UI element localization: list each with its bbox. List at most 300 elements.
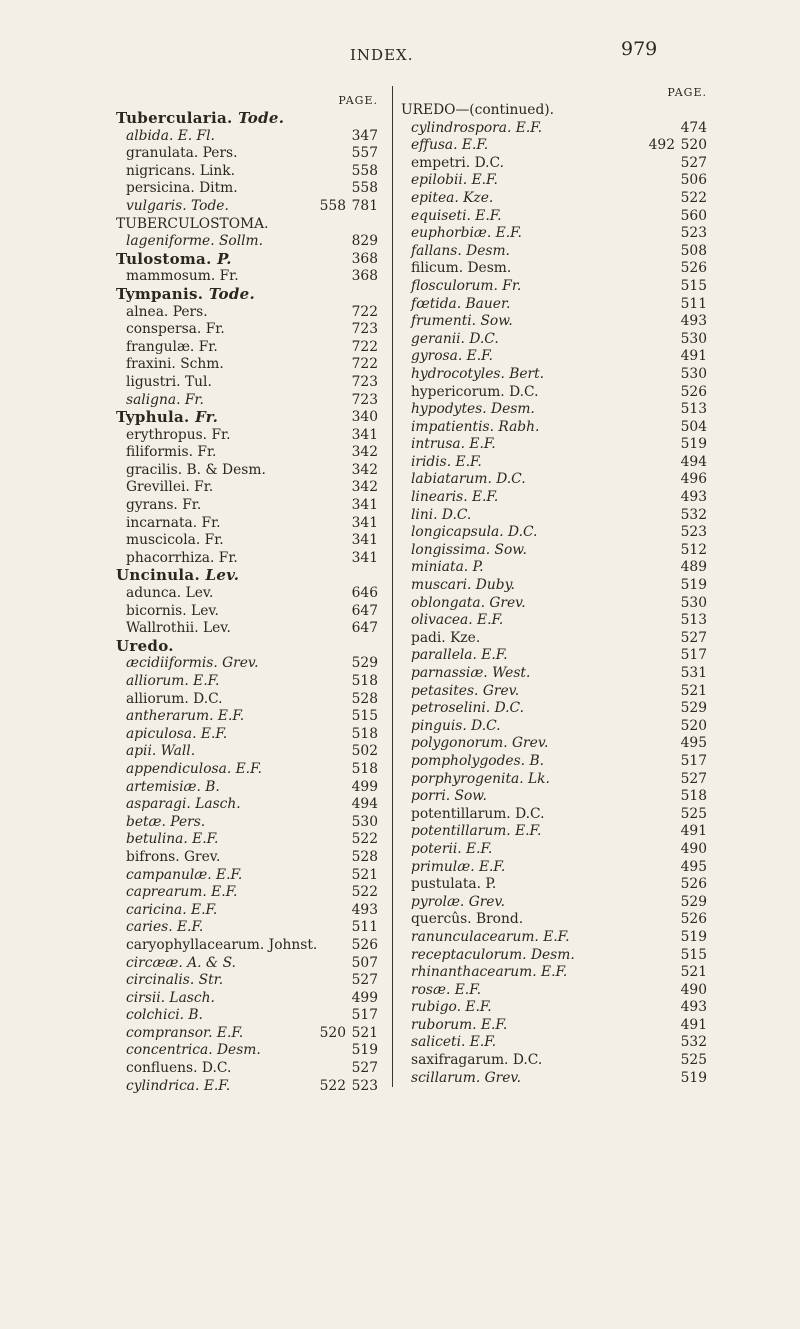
entry-page: 341 bbox=[351, 514, 378, 531]
genus-name bbox=[116, 251, 232, 269]
entry-page: 504 bbox=[680, 418, 707, 435]
entry-authority: E. Fl. bbox=[177, 127, 215, 144]
entry-name: potentillarum. bbox=[411, 823, 511, 840]
entry-authority: Fr. bbox=[182, 497, 202, 514]
index-entry bbox=[116, 937, 378, 955]
index-entry bbox=[401, 1034, 707, 1052]
entry-page: 529 bbox=[680, 893, 707, 910]
entry-page: 493 bbox=[680, 999, 707, 1016]
entry-name: euphorbiæ. bbox=[411, 225, 492, 242]
index-entry bbox=[116, 638, 378, 656]
index-entry bbox=[116, 849, 378, 867]
entry-page: 495 bbox=[680, 735, 707, 752]
species-name bbox=[411, 296, 510, 314]
entry-authority: Fr. bbox=[502, 277, 522, 294]
entry-authority: Fr. bbox=[218, 549, 238, 566]
entry-name: geranii. bbox=[411, 330, 465, 347]
entry-authority: Wall. bbox=[160, 743, 196, 760]
entry-authority: D.C. bbox=[496, 471, 526, 488]
entry-name: saxifragarum. bbox=[411, 1052, 509, 1069]
species-name bbox=[411, 982, 481, 1000]
species-name bbox=[411, 823, 541, 841]
entry-name: pompholygodes. bbox=[411, 752, 526, 769]
entry-page-extra: 522 bbox=[319, 1077, 346, 1094]
entry-authority: Lev. bbox=[191, 602, 219, 619]
entry-authority: A. & S. bbox=[187, 954, 236, 971]
species-name bbox=[411, 1070, 521, 1088]
entry-name: alliorum. bbox=[126, 690, 189, 707]
entry-page: 512 bbox=[680, 541, 707, 558]
species-name bbox=[126, 902, 217, 920]
index-entry bbox=[116, 867, 378, 885]
index-column-right bbox=[392, 86, 707, 1087]
entry-authority: Desm. bbox=[466, 242, 510, 259]
entry-page: 496 bbox=[680, 471, 707, 488]
entry-name: Uncinula. bbox=[116, 566, 200, 585]
species-name bbox=[411, 384, 538, 402]
entry-name: conspersa. bbox=[126, 321, 202, 338]
entry-name: muscicola. bbox=[126, 532, 201, 549]
entry-authority: Lev. bbox=[205, 566, 240, 585]
entry-authority: Johnst. bbox=[268, 936, 318, 953]
entry-name: bicornis. bbox=[126, 602, 187, 619]
entry-page: 527 bbox=[351, 1060, 378, 1077]
species-name bbox=[411, 155, 504, 173]
entry-name: caricina. bbox=[126, 901, 187, 918]
entry-authority: Str. bbox=[198, 972, 224, 989]
entry-name: intrusa. bbox=[411, 436, 466, 453]
index-entry bbox=[116, 884, 378, 902]
page-header bbox=[0, 38, 800, 70]
entry-name: miniata. bbox=[411, 559, 469, 576]
entry-name: appendiculosa. bbox=[126, 760, 232, 777]
page-number: 979 bbox=[621, 38, 658, 60]
entry-name: gyrans. bbox=[126, 497, 178, 514]
species-name bbox=[411, 137, 488, 155]
entry-page-extra: 558 bbox=[319, 197, 346, 214]
entry-name: padi. bbox=[411, 629, 446, 646]
entry-page: 493 bbox=[680, 313, 707, 330]
species-name bbox=[411, 120, 542, 138]
species-name bbox=[126, 673, 219, 691]
index-entry bbox=[401, 243, 707, 261]
entry-page: 515 bbox=[680, 277, 707, 294]
entry-page: 722 bbox=[351, 338, 378, 355]
species-name bbox=[126, 937, 317, 955]
species-name bbox=[126, 990, 215, 1008]
index-entry bbox=[116, 603, 378, 621]
index-entry bbox=[401, 384, 707, 402]
entry-authority: Grev. bbox=[489, 594, 526, 611]
entry-page: 493 bbox=[351, 901, 378, 918]
entry-page: 519 bbox=[680, 577, 707, 594]
entry-name: flosculorum. bbox=[411, 277, 498, 294]
entry-page: 518 bbox=[680, 788, 707, 805]
entry-authority: E.F. bbox=[200, 725, 228, 742]
index-entry bbox=[401, 225, 707, 243]
entry-name: bifrons. bbox=[126, 848, 180, 865]
genus-name bbox=[116, 409, 218, 427]
index-entry bbox=[116, 268, 378, 286]
index-entry bbox=[401, 595, 707, 613]
entry-page: 647 bbox=[351, 620, 378, 637]
entry-page: 521 bbox=[351, 1024, 378, 1041]
entry-page: 558 bbox=[351, 162, 378, 179]
entry-page: 508 bbox=[680, 242, 707, 259]
entry-authority: D.C. bbox=[193, 690, 223, 707]
entry-name: ligustri. bbox=[126, 373, 181, 390]
page-column-heading: PAGE. bbox=[338, 94, 378, 107]
entry-page: 521 bbox=[351, 866, 378, 883]
entry-name: erythropus. bbox=[126, 426, 208, 443]
entry-name: caprearum. bbox=[126, 884, 207, 901]
index-entry bbox=[116, 708, 378, 726]
entry-authority: E.F. bbox=[481, 647, 508, 664]
entry-authority: Grev. bbox=[184, 848, 221, 865]
index-entry bbox=[116, 251, 378, 269]
index-entry bbox=[116, 497, 378, 515]
genus-name bbox=[116, 638, 174, 656]
entry-authority: E.F. bbox=[466, 840, 493, 857]
species-name bbox=[411, 366, 544, 384]
entry-page: 341 bbox=[351, 549, 378, 566]
entry-name: mammosum. bbox=[126, 268, 216, 285]
index-entry bbox=[401, 190, 707, 208]
entry-page: 342 bbox=[351, 479, 378, 496]
entry-page: 520 bbox=[680, 137, 707, 154]
species-name bbox=[411, 260, 511, 278]
entry-name: concentrica. bbox=[126, 1042, 213, 1059]
species-name bbox=[126, 304, 208, 322]
entry-name: epitea. bbox=[411, 189, 459, 206]
index-entry bbox=[401, 489, 707, 507]
species-name bbox=[126, 919, 203, 937]
entry-page: 781 bbox=[351, 197, 378, 214]
entry-name: campanulæ. bbox=[126, 866, 212, 883]
entry-name: petasites. bbox=[411, 682, 479, 699]
entry-authority: Schm. bbox=[180, 356, 224, 373]
entry-authority: E.F. bbox=[211, 884, 238, 901]
entry-page: 518 bbox=[351, 725, 378, 742]
entry-page: 530 bbox=[680, 330, 707, 347]
entry-name: poterii. bbox=[411, 840, 462, 857]
index-entry bbox=[116, 356, 378, 374]
entry-page: 525 bbox=[680, 1052, 707, 1069]
species-name bbox=[411, 947, 575, 965]
species-name bbox=[411, 735, 548, 753]
species-name bbox=[411, 559, 483, 577]
entry-name: saligna. bbox=[126, 391, 181, 408]
entry-page: 517 bbox=[351, 1007, 378, 1024]
entry-page: 494 bbox=[351, 796, 378, 813]
index-entry bbox=[401, 630, 707, 648]
species-name bbox=[126, 268, 239, 286]
entry-name: phacorrhiza. bbox=[126, 549, 215, 566]
entry-name: receptaculorum. bbox=[411, 946, 527, 963]
species-name bbox=[411, 401, 535, 419]
entry-name: porri. bbox=[411, 788, 451, 805]
index-entry bbox=[401, 260, 707, 278]
index-entry bbox=[401, 665, 707, 683]
entry-authority: Desm. bbox=[467, 260, 512, 277]
species-name bbox=[411, 419, 539, 437]
entry-authority: B. bbox=[188, 1007, 203, 1024]
species-name bbox=[411, 1052, 542, 1070]
entry-page: 493 bbox=[680, 489, 707, 506]
index-entry bbox=[116, 532, 378, 550]
entry-name: alnea. bbox=[126, 303, 169, 320]
entry-authority: Sow. bbox=[494, 541, 527, 558]
entry-page: 491 bbox=[680, 823, 707, 840]
species-name bbox=[126, 1025, 243, 1043]
species-name bbox=[411, 243, 510, 261]
entry-page: 526 bbox=[351, 936, 378, 953]
entry-page: 722 bbox=[351, 303, 378, 320]
entry-name: parallela. bbox=[411, 647, 477, 664]
species-name bbox=[126, 1078, 230, 1096]
entry-name: porphyrogenita. bbox=[411, 770, 524, 787]
entry-page: 647 bbox=[351, 602, 378, 619]
entry-page: 511 bbox=[351, 919, 378, 936]
running-title: INDEX. bbox=[350, 46, 414, 64]
index-entry bbox=[116, 585, 378, 603]
entry-name: confluens. bbox=[126, 1060, 198, 1077]
entry-page: 342 bbox=[351, 444, 378, 461]
index-entry bbox=[116, 691, 378, 709]
entry-authority: E.F. bbox=[193, 673, 220, 689]
species-name bbox=[411, 806, 545, 824]
entry-name: rosæ. bbox=[411, 981, 451, 998]
species-name bbox=[411, 630, 480, 648]
genus-heading bbox=[116, 216, 269, 234]
entry-page: 491 bbox=[680, 348, 707, 365]
entry-name: fœtida. bbox=[411, 295, 462, 312]
species-name bbox=[411, 788, 487, 806]
entry-name: apii. bbox=[126, 743, 157, 760]
index-entry bbox=[401, 859, 707, 877]
entry-authority: E.F. bbox=[478, 858, 506, 875]
entry-page: 494 bbox=[680, 453, 707, 470]
genus-name bbox=[116, 110, 284, 128]
index-entry bbox=[116, 919, 378, 937]
genus-name bbox=[116, 567, 239, 585]
entry-name: Grevillei. bbox=[126, 479, 190, 496]
index-entry bbox=[116, 427, 378, 445]
entry-authority: E.F. bbox=[477, 612, 504, 629]
entry-name: gracilis. bbox=[126, 461, 183, 478]
entry-page: 511 bbox=[680, 295, 707, 312]
entry-page: 526 bbox=[680, 260, 707, 277]
index-entry bbox=[116, 831, 378, 849]
entry-authority: E.F. bbox=[216, 866, 243, 883]
entry-name: gyrosa. bbox=[411, 348, 463, 365]
species-name bbox=[126, 620, 231, 638]
index-entry bbox=[401, 612, 707, 630]
entry-page: 723 bbox=[351, 321, 378, 338]
entry-authority: E.F. bbox=[469, 1034, 497, 1051]
index-entry bbox=[116, 444, 378, 462]
entry-name: rubigo. bbox=[411, 999, 462, 1016]
index-entry bbox=[116, 462, 378, 480]
entry-name: colchici. bbox=[126, 1007, 184, 1024]
entry-name: asparagi. bbox=[126, 796, 191, 813]
species-name bbox=[126, 374, 212, 392]
entry-authority: E.F. bbox=[235, 760, 262, 777]
species-name bbox=[411, 190, 493, 208]
entry-authority: E.F. bbox=[543, 928, 570, 945]
index-entry bbox=[401, 102, 707, 120]
entry-page-extra: 492 bbox=[648, 137, 675, 154]
entry-authority: Bauer. bbox=[465, 295, 511, 312]
entry-page: 474 bbox=[680, 119, 707, 136]
index-entry bbox=[401, 806, 707, 824]
entry-authority: Brond. bbox=[475, 911, 524, 928]
species-name bbox=[411, 876, 496, 894]
species-name bbox=[126, 515, 221, 533]
entry-name: albida. bbox=[126, 127, 174, 144]
entry-name: lini. bbox=[411, 506, 438, 523]
entry-name: pinguis. bbox=[411, 717, 467, 734]
entry-page: 528 bbox=[351, 690, 378, 707]
index-entry bbox=[401, 419, 707, 437]
entry-authority: P. bbox=[217, 249, 232, 268]
entry-authority: P. bbox=[472, 559, 484, 576]
entry-page: 526 bbox=[680, 876, 707, 893]
index-entry bbox=[116, 128, 378, 146]
species-name bbox=[411, 313, 513, 331]
species-name bbox=[411, 278, 521, 296]
species-name bbox=[126, 743, 195, 761]
species-name bbox=[411, 683, 519, 701]
entry-authority: Lasch. bbox=[169, 989, 215, 1006]
index-entry bbox=[401, 1017, 707, 1035]
species-name bbox=[126, 356, 224, 374]
entry-authority: Fr. bbox=[195, 408, 219, 427]
entry-name: cylindrospora. bbox=[411, 119, 512, 136]
entry-page: 495 bbox=[680, 858, 707, 875]
entry-authority: E.F. bbox=[461, 137, 489, 154]
entry-page: 490 bbox=[680, 840, 707, 857]
entry-authority: Sow. bbox=[480, 313, 513, 330]
entry-page: 368 bbox=[351, 268, 378, 285]
index-entry bbox=[116, 339, 378, 357]
species-name bbox=[126, 497, 201, 515]
entry-name: vulgaris. bbox=[126, 197, 187, 214]
index-entry bbox=[116, 673, 378, 691]
entry-authority: Lk. bbox=[528, 770, 550, 787]
index-entry bbox=[116, 515, 378, 533]
species-name bbox=[126, 427, 231, 445]
species-name bbox=[126, 1060, 231, 1078]
entry-page: 528 bbox=[351, 848, 378, 865]
entry-name: circinalis. bbox=[126, 972, 195, 989]
index-entry bbox=[401, 172, 707, 190]
species-name bbox=[411, 208, 502, 226]
entry-authority: E.F. bbox=[203, 1077, 231, 1094]
entry-name: caries. bbox=[126, 919, 173, 936]
entry-page: 526 bbox=[680, 383, 707, 400]
entry-name: circææ. bbox=[126, 954, 183, 971]
entry-authority: D.C. bbox=[515, 805, 545, 822]
index-entry bbox=[116, 655, 378, 673]
entry-authority: D.C. bbox=[494, 700, 524, 717]
index-entry bbox=[401, 559, 707, 577]
entry-name: potentillarum. bbox=[411, 805, 511, 822]
species-name bbox=[126, 145, 238, 163]
index-entry bbox=[116, 1042, 378, 1060]
entry-name: primulæ. bbox=[411, 858, 475, 875]
species-name bbox=[126, 726, 227, 744]
species-name bbox=[411, 859, 505, 877]
entry-name: granulata. bbox=[126, 145, 199, 162]
species-name bbox=[411, 771, 550, 789]
entry-name: betulina. bbox=[126, 831, 188, 848]
entry-name: labiatarum. bbox=[411, 471, 492, 488]
entry-authority: Lev. bbox=[202, 620, 231, 637]
entry-name: muscari. bbox=[411, 577, 472, 594]
entry-page: 527 bbox=[680, 154, 707, 171]
index-entry bbox=[401, 296, 707, 314]
entry-name: Tulostoma. bbox=[116, 249, 212, 268]
entry-authority: D.C. bbox=[471, 717, 501, 734]
entry-name: compransor. bbox=[126, 1024, 213, 1041]
species-name bbox=[126, 233, 263, 251]
entry-page: 557 bbox=[351, 145, 378, 162]
entry-name: pyrolæ. bbox=[411, 893, 465, 910]
entry-name: cylindrica. bbox=[126, 1077, 200, 1094]
entry-authority: Kze. bbox=[463, 189, 494, 206]
entry-authority: Grev. bbox=[468, 893, 506, 910]
entry-page: 515 bbox=[680, 946, 707, 963]
index-entry bbox=[116, 233, 378, 251]
entry-name: scillarum. bbox=[411, 1069, 481, 1086]
species-name bbox=[411, 489, 498, 507]
entry-authority: Pers. bbox=[202, 145, 238, 162]
entry-authority: Tode. bbox=[238, 109, 285, 127]
entry-authority: E.F. bbox=[466, 348, 493, 365]
index-entry bbox=[116, 286, 378, 304]
entry-authority: E.F. bbox=[541, 964, 568, 981]
index-entry bbox=[401, 929, 707, 947]
species-name bbox=[126, 339, 218, 357]
entry-authority: Sow. bbox=[454, 788, 487, 805]
entry-authority: Tul. bbox=[184, 373, 212, 390]
entry-authority: E.F. bbox=[495, 225, 522, 242]
index-entry bbox=[401, 577, 707, 595]
entry-page: 519 bbox=[351, 1042, 378, 1059]
entry-name: hydrocotyles. bbox=[411, 365, 505, 382]
entry-authority: Fr. bbox=[205, 321, 225, 338]
species-name bbox=[126, 321, 225, 339]
entry-page: 347 bbox=[351, 127, 378, 144]
entry-page: 722 bbox=[351, 356, 378, 373]
entry-page-extra: 520 bbox=[319, 1024, 346, 1041]
entry-authority: E.F. bbox=[216, 1024, 244, 1041]
entry-authority: Lasch. bbox=[195, 796, 241, 813]
index-entry bbox=[116, 902, 378, 920]
entry-authority: E.F. bbox=[469, 436, 496, 453]
species-name bbox=[411, 507, 471, 525]
species-name bbox=[411, 542, 527, 560]
entry-authority: Desm. bbox=[216, 1042, 261, 1059]
entry-authority: Fr. bbox=[204, 532, 224, 549]
entry-name: longissima. bbox=[411, 541, 491, 558]
index-entry bbox=[116, 796, 378, 814]
species-name bbox=[126, 779, 220, 797]
species-name bbox=[126, 163, 235, 181]
entry-authority: D.C. bbox=[509, 383, 539, 400]
entry-authority: E.F. bbox=[475, 207, 502, 224]
